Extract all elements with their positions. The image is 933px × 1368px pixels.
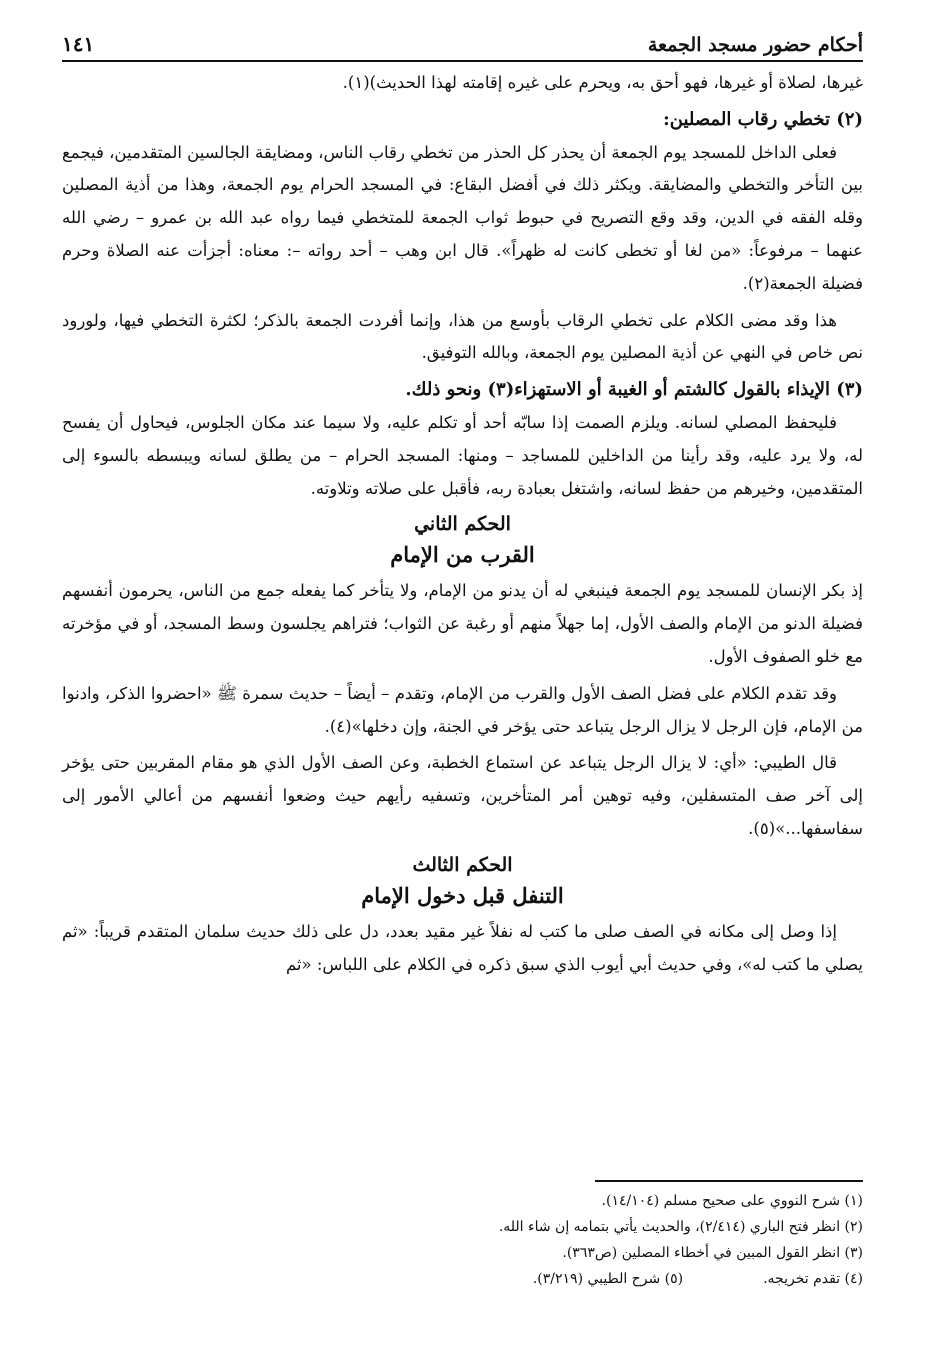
ruling-2-label: الحكم الثاني	[414, 513, 511, 536]
running-title: أحكام حضور مسجد الجمعة	[647, 34, 863, 56]
page-number: ١٤١	[62, 32, 95, 56]
paragraph: هذا وقد مضى الكلام على تخطي الرقاب بأوسع من هذا، وإنما أفردت الجمعة بالذكر؛ لكثرة التخطي فيها، ولورود نص خاص في النهي عن أذية المصلين يوم الجمعة، وبالله التوفيق.	[62, 310, 863, 363]
paragraph: غيرها، لصلاة أو غيرها، فهو أحق به، ويحرم على غيره إقامته لهذا الحديث)(١).	[342, 73, 863, 92]
subheading-verbal-harm: (٣) الإيذاء بالقول كالشتم أو الغيبة أو الاستهزاء(٣) ونحو ذلك.	[405, 379, 863, 401]
main-text	[62, 67, 863, 985]
ruling-3-title: التنفل قبل دخول الإمام	[361, 882, 564, 908]
footnote-row	[62, 1266, 863, 1292]
footnote-1: (١) شرح النووي على صحيح مسلم (١٤/١٠٤).	[601, 1193, 863, 1209]
ruling-3-label: الحكم الثالث	[412, 853, 513, 876]
subheading-stepping-over-necks: (٢) تخطي رقاب المصلين:	[663, 108, 863, 130]
footnote-4: (٤) تقدم تخريجه.	[763, 1271, 863, 1287]
paragraph: وقد تقدم الكلام على فضل الصف الأول والقرب من الإمام، وتقدم – أيضاً – حديث سمرة ﷺ «احضروا الذكر، وادنوا من الإمام، فإن الرجل لا يزال الرجل يتباعد حتى يؤخر في الجنة، وإن دخلها»(٤).	[62, 683, 863, 736]
footnote-5: (٥) شرح الطيبي (٣/٢١٩).	[532, 1271, 684, 1287]
paragraph: قال الطيبي: «أي: لا يزال الرجل يتباعد عن استماع الخطبة، وعن الصف الأول الذي هو مقام المقربين حتى يؤخر إلى آخر صف المتسفلين، وفيه توهين أمر المتأخرين، وتسفيه رأيهم حيث وضعوا أنفسهم من أعالي الأمور إلى سفاسفها...»(٥).	[62, 753, 863, 838]
paragraph: فعلى الداخل للمسجد يوم الجمعة أن يحذر كل الحذر من تخطي رقاب الناس، ومضايقة الجالسين المتقدمين، فيجمع بين التأخر والتخطي والمضايقة. ويكثر ذلك في أفضل البقاع: في المسجد الحرام يوم الجمعة، وهذا من أذية المصلين وقله الفقه في الدين، وقد وقع التصريح في حبوط ثواب الجمعة للمتخطي فيما رواه عبد الله بن عمرو – رضي الله عنهما – مرفوعاً: «من لغا أو تخطى كانت له ظهراً». قال ابن وهب – أحد رواته –: معناه: أجزأت عنه الصلاة وحرم فضيلة الجمعة(٢).	[62, 142, 863, 293]
ruling-2-title: القرب من الإمام	[390, 542, 535, 568]
footnote-2: (٢) انظر فتح الباري (٢/٤١٤)، والحديث يأتي بتمامه إن شاء الله.	[498, 1219, 863, 1235]
footnotes	[62, 1188, 863, 1292]
footnote-separator	[595, 1180, 863, 1182]
page-header	[62, 26, 863, 62]
footnote-3: (٣) انظر القول المبين في أخطاء المصلين (ص٣٦٣).	[562, 1245, 863, 1261]
paragraph: فليحفظ المصلي لسانه. ويلزم الصمت إذا سابّه أحد أو تكلم عليه، ولا سيما عند مكان الجلوس، فيحاول أن يفسح له، ولا يرد عليه، وقد رأينا من الداخلين للمساجد – ومنها: المسجد الحرام – من يطلق لسانه ويبسطه بالسوء إلى المتقدمين، وخيرهم من حفظ لسانه، واشتغل بعبادة ربه، فأقبل على صلاته وتلاوته.	[62, 412, 863, 498]
paragraph: إذ بكر الإنسان للمسجد يوم الجمعة فينبغي له أن يدنو من الإمام، ولا يتأخر كما يفعله جمع من الناس، يحرمون أنفسهم فضيلة الدنو من الإمام والصف الأول، إما جهلاً منهم أو رغبة عن الثواب؛ فتراهم يجلسون وسط المسجد، أو في مؤخرته مع خلو الصفوف الأول.	[62, 581, 863, 666]
paragraph: إذا وصل إلى مكانه في الصف صلى ما كتب له نفلاً غير مقيد بعدد، دل على ذلك حديث سلمان المتقدم قريباً: «ثم يصلي ما كتب له»، وفي حديث أبي أيوب الذي سبق ذكره في الكلام على اللباس: «ثم	[62, 921, 863, 974]
